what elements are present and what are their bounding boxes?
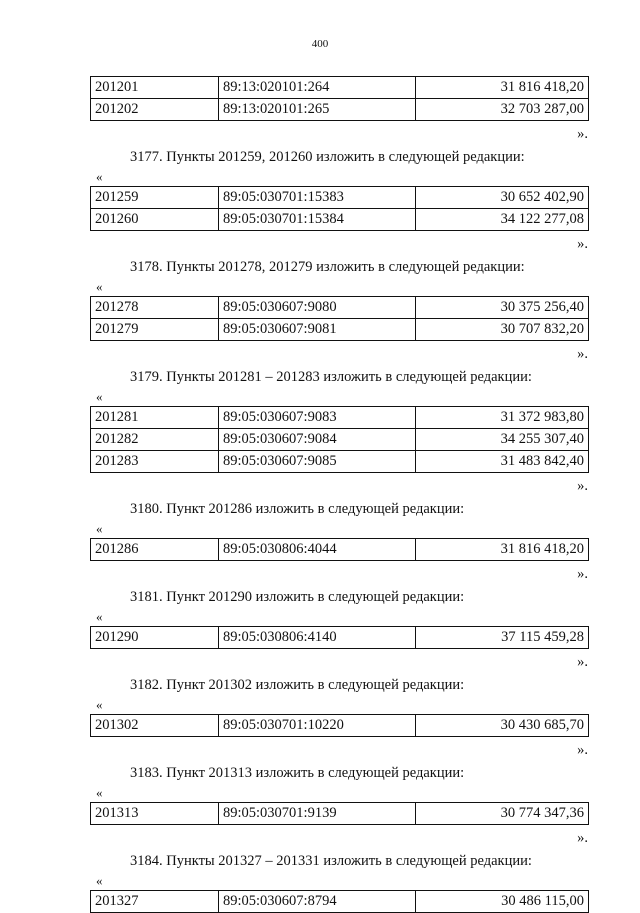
section-heading: 3179. Пункты 201281 – 201283 изложить в следующей редакции: [130, 369, 532, 385]
value-cell: 34 122 277,08 [416, 209, 589, 231]
section-heading: 3181. Пункт 201290 изложить в следующей редакции: [130, 589, 465, 605]
opening-quote: « [96, 279, 103, 294]
section-heading: 3182. Пункт 201302 изложить в следующей редакции: [130, 677, 465, 693]
value-cell: 37 115 459,28 [416, 627, 589, 649]
closing-quote: ». [577, 742, 588, 758]
cadastral-number-cell: 89:05:030607:8794 [219, 891, 416, 913]
row-number-cell: 201286 [91, 539, 219, 561]
section-heading: 3183. Пункт 201313 изложить в следующей редакции: [130, 765, 465, 781]
opening-quote: « [96, 785, 103, 800]
table-row [91, 407, 589, 429]
closing-quote: ». [577, 654, 588, 670]
table-row [91, 803, 589, 825]
row-number-cell: 201260 [91, 209, 219, 231]
cadastral-table [90, 626, 589, 649]
cadastral-table [90, 186, 589, 231]
row-number-cell: 201313 [91, 803, 219, 825]
cadastral-table [90, 406, 589, 473]
closing-quote: ». [577, 830, 588, 846]
opening-quote: « [96, 609, 103, 624]
section-heading: 3180. Пункт 201286 изложить в следующей редакции: [130, 501, 465, 517]
cadastral-table [90, 714, 589, 737]
row-number-cell: 201279 [91, 319, 219, 341]
value-cell: 34 255 307,40 [416, 429, 589, 451]
cadastral-number-cell: 89:05:030607:9085 [219, 451, 416, 473]
document-body [90, 76, 588, 913]
cadastral-table [90, 538, 589, 561]
table-row [91, 297, 589, 319]
section-heading: 3178. Пункты 201278, 201279 изложить в следующей редакции: [130, 259, 525, 275]
closing-quote: ». [577, 566, 588, 582]
table-row [91, 77, 589, 99]
cadastral-number-cell: 89:05:030701:9139 [219, 803, 416, 825]
table-row [91, 891, 589, 913]
row-number-cell: 201282 [91, 429, 219, 451]
cadastral-table [90, 76, 589, 121]
table-row [91, 627, 589, 649]
section-heading: 3184. Пункты 201327 – 201331 изложить в следующей редакции: [130, 853, 532, 869]
cadastral-number-cell: 89:05:030701:15383 [219, 187, 416, 209]
cadastral-number-cell: 89:05:030701:10220 [219, 715, 416, 737]
table-row [91, 429, 589, 451]
value-cell: 31 483 842,40 [416, 451, 589, 473]
row-number-cell: 201327 [91, 891, 219, 913]
cadastral-number-cell: 89:05:030806:4044 [219, 539, 416, 561]
cadastral-number-cell: 89:13:020101:265 [219, 99, 416, 121]
row-number-cell: 201281 [91, 407, 219, 429]
table-row [91, 319, 589, 341]
cadastral-table [90, 296, 589, 341]
cadastral-number-cell: 89:05:030806:4140 [219, 627, 416, 649]
section-heading: 3177. Пункты 201259, 201260 изложить в следующей редакции: [130, 149, 525, 165]
cadastral-table [90, 802, 589, 825]
value-cell: 31 816 418,20 [416, 77, 589, 99]
row-number-cell: 201302 [91, 715, 219, 737]
table-row [91, 451, 589, 473]
value-cell: 32 703 287,00 [416, 99, 589, 121]
table-row [91, 187, 589, 209]
value-cell: 30 707 832,20 [416, 319, 589, 341]
closing-quote: ». [577, 478, 588, 494]
cadastral-table [90, 890, 589, 913]
cadastral-number-cell: 89:05:030607:9084 [219, 429, 416, 451]
row-number-cell: 201259 [91, 187, 219, 209]
cadastral-number-cell: 89:05:030607:9083 [219, 407, 416, 429]
opening-quote: « [96, 389, 103, 404]
row-number-cell: 201202 [91, 99, 219, 121]
cadastral-number-cell: 89:05:030607:9080 [219, 297, 416, 319]
opening-quote: « [96, 873, 103, 888]
opening-quote: « [96, 521, 103, 536]
closing-quote: ». [577, 126, 588, 142]
row-number-cell: 201201 [91, 77, 219, 99]
opening-quote: « [96, 169, 103, 184]
value-cell: 30 430 685,70 [416, 715, 589, 737]
table-row [91, 715, 589, 737]
cadastral-number-cell: 89:05:030607:9081 [219, 319, 416, 341]
page-number: 400 [311, 38, 329, 50]
table-row [91, 539, 589, 561]
closing-quote: ». [577, 236, 588, 252]
value-cell: 31 816 418,20 [416, 539, 589, 561]
row-number-cell: 201278 [91, 297, 219, 319]
closing-quote: ». [577, 346, 588, 362]
value-cell: 31 372 983,80 [416, 407, 589, 429]
cadastral-number-cell: 89:05:030701:15384 [219, 209, 416, 231]
table-row [91, 99, 589, 121]
value-cell: 30 486 115,00 [416, 891, 589, 913]
row-number-cell: 201283 [91, 451, 219, 473]
table-row [91, 209, 589, 231]
opening-quote: « [96, 697, 103, 712]
row-number-cell: 201290 [91, 627, 219, 649]
value-cell: 30 774 347,36 [416, 803, 589, 825]
value-cell: 30 375 256,40 [416, 297, 589, 319]
cadastral-number-cell: 89:13:020101:264 [219, 77, 416, 99]
value-cell: 30 652 402,90 [416, 187, 589, 209]
